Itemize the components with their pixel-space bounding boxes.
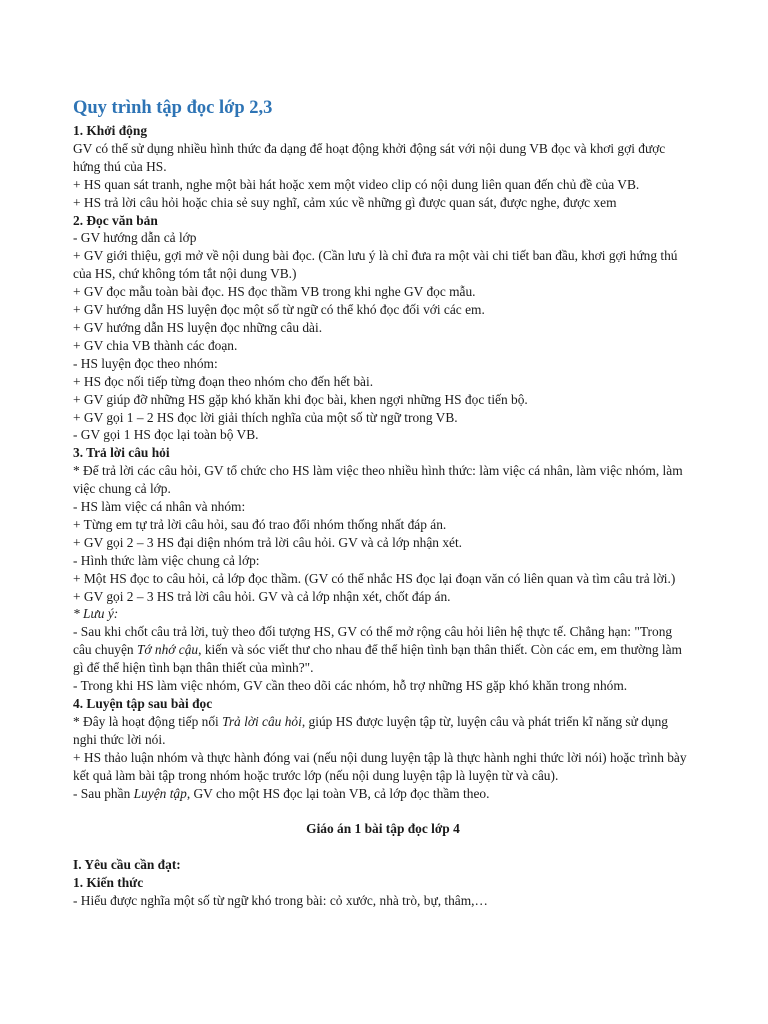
paragraph: + GV hướng dẫn HS luyện đọc một số từ ngữ có thể khó đọc đối với các em.: [73, 302, 485, 318]
paragraph: + Một HS đọc to câu hỏi, cả lớp đọc thầm. (GV có thể nhắc HS đọc lại đoạn văn có liên quan và tìm câu trả lời.): [73, 570, 676, 586]
paragraph: + GV gọi 1 – 2 HS đọc lời giải thích nghĩa của một số từ ngữ trong VB.: [73, 409, 458, 425]
italic-term: Trả lời câu hỏi: [222, 713, 302, 729]
document-title: Quy trình tập đọc lớp 2,3: [73, 98, 273, 118]
text-run: , giúp HS được luyện tập từ, luyện câu và phát triển kĩ năng sử dụng nghi thức lời nói.: [73, 713, 669, 747]
paragraph: - HS làm việc cá nhân và nhóm:: [73, 499, 246, 515]
paragraph: [73, 785, 693, 803]
paragraph: + GV hướng dẫn HS luyện đọc những câu dài.: [73, 319, 323, 335]
paragraph: + GV giúp đỡ những HS gặp khó khăn khi đọc bài, khen ngợi những HS đọc tiến bộ.: [73, 391, 528, 407]
section-2-heading: 2. Đọc văn bản: [73, 212, 158, 228]
paragraph: + Từng em tự trả lời câu hỏi, sau đó trao đổi nhóm thống nhất đáp án.: [73, 516, 447, 532]
paragraph: + GV chia VB thành các đoạn.: [73, 337, 238, 353]
paragraph: * Để trả lời các câu hỏi, GV tổ chức cho HS làm việc theo nhiều hình thức: làm việc cá nhân, làm việc nhóm, làm việc chung cả lớp.: [73, 463, 683, 497]
italic-title: Tớ nhớ cậu: [136, 642, 199, 658]
paragraph: + GV giới thiệu, gợi mở về nội dung bài đọc. (Cần lưu ý là chỉ đưa ra một vài chi tiết ban đầu, khơi gợi hứng thú của HS, chứ không tóm tắt nội dung VB.): [73, 248, 678, 282]
section-1-heading: 1. Khởi động: [73, 123, 148, 138]
paragraph: + HS quan sát tranh, nghe một bài hát hoặc xem một video clip có nội dung liên quan đến chủ đề của VB.: [73, 176, 640, 192]
paragraph: GV có thể sử dụng nhiều hình thức đa dạng để hoạt động khởi động sát với nội dung VB đọc và khơi gợi được hứng thú của HS.: [73, 140, 666, 174]
paragraph: - HS luyện đọc theo nhóm:: [73, 355, 218, 371]
lesson-subheading: 1. Kiến thức: [73, 875, 144, 891]
paragraph: - Hiểu được nghĩa một số từ ngữ khó trong bài: cỏ xước, nhà trò, bự, thâm,…: [73, 893, 488, 909]
lesson-title: Giáo án 1 bài tập đọc lớp 4: [306, 821, 460, 837]
paragraph: [73, 623, 693, 677]
lesson-heading: I. Yêu cầu cần đạt:: [73, 857, 181, 873]
text-run: * Đây là hoạt động tiếp nối: [73, 713, 223, 729]
paragraph: + GV gọi 2 – 3 HS đại diện nhóm trả lời câu hỏi. GV và cả lớp nhận xét.: [73, 534, 463, 550]
note-label: * Lưu ý:: [73, 606, 119, 622]
section-3-heading: 3. Trả lời câu hỏi: [73, 445, 170, 461]
paragraph: + HS thảo luận nhóm và thực hành đóng vai (nếu nội dung luyện tập là thực hành nghi thức lời nói) hoặc trình bày kết quả làm bài tập trong nhóm hoặc trước lớp (nếu nội dung luyện tập là luyện từ và câu).: [73, 749, 687, 783]
text-run: , kiến và sóc viết thư cho nhau để thể hiện tình bạn thân thiết. Còn các em, em thường làm gì để thể hiện tình bạn thân thiết của mình?".: [73, 642, 682, 676]
paragraph: + GV gọi 2 – 3 HS trả lời câu hỏi. GV và cả lớp nhận xét, chốt đáp án.: [73, 588, 451, 604]
document-body: [73, 96, 693, 910]
paragraph: - GV gọi 1 HS đọc lại toàn bộ VB.: [73, 427, 259, 443]
paragraph: [73, 713, 693, 749]
paragraph: - GV hướng dẫn cả lớp: [73, 230, 197, 246]
text-run: - Sau khi chốt câu trả lời, tuỳ theo đối tượng HS, GV có thể mở rộng câu hỏi liên hệ thực tế. Chẳng hạn: "Trong câu chuyện: [73, 624, 673, 658]
section-4-heading: 4. Luyện tập sau bài đọc: [73, 696, 213, 711]
italic-term: Luyện tập: [133, 785, 187, 801]
paragraph: + HS trả lời câu hỏi hoặc chia sẻ suy nghĩ, cảm xúc về những gì được quan sát, được nghe, được xem: [73, 194, 617, 210]
paragraph: + HS đọc nối tiếp từng đoạn theo nhóm cho đến hết bài.: [73, 373, 374, 389]
paragraph: + GV đọc mẫu toàn bài đọc. HS đọc thầm VB trong khi nghe GV đọc mẫu.: [73, 284, 476, 300]
text-run: - Sau phần: [73, 785, 134, 801]
paragraph: - Hình thức làm việc chung cả lớp:: [73, 552, 260, 568]
paragraph: - Trong khi HS làm việc nhóm, GV cần theo dõi các nhóm, hỗ trợ những HS gặp khó khăn trong nhóm.: [73, 678, 628, 694]
text-run: , GV cho một HS đọc lại toàn VB, cả lớp đọc thầm theo.: [186, 785, 490, 801]
